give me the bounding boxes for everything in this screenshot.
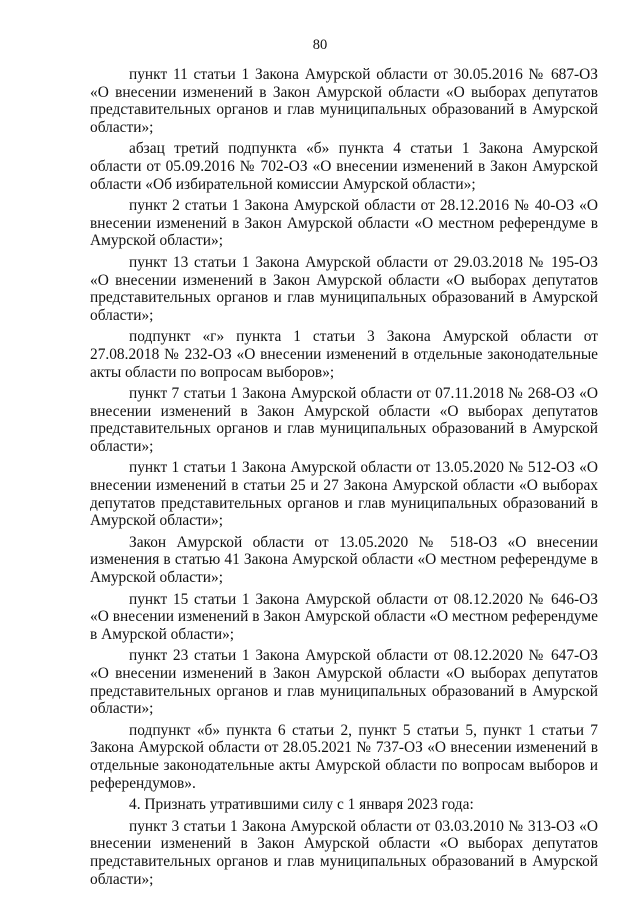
paragraph: пункт 2 статьи 1 Закона Амурской области от 28.12.2016 № 40-ОЗ «О внесении изменений в Закон Амурской области «О местном референдуме в Амурской области»;	[90, 197, 598, 250]
paragraph: пункт 1 статьи 1 Закона Амурской области от 13.05.2020 № 512-ОЗ «О внесении изменений в статьи 25 и 27 Закона Амурской области «О выборах депутатов представительных органов и глав муниципальных образований в Амурской области»;	[90, 459, 598, 530]
section-heading: 4. Признать утратившими силу с 1 января 2023 года:	[129, 796, 474, 814]
paragraph: пункт 7 статьи 1 Закона Амурской области от 07.11.2018 № 268-ОЗ «О внесении изменений в Закон Амурской области «О выборах депутатов представительных органов и глав муниципальных образований в Амурской области»;	[90, 385, 598, 455]
paragraph: пункт 23 статьи 1 Закона Амурской области от 08.12.2020 № 647-ОЗ «О внесении изменений в Закон Амурской области «О выборах депутатов представительных органов и глав муниципальных образований в Амурской области»;	[90, 647, 598, 718]
paragraph: подпункт «г» пункта 1 статьи 3 Закона Амурской области от 27.08.2018 № 232-ОЗ «О внесении изменений в отдельные законодательные акты области по вопросам выборов»;	[90, 328, 598, 381]
paragraph: пункт 3 статьи 1 Закона Амурской области от 03.03.2010 № 313-ОЗ «О внесении изменений в Закон Амурской области «О выборах депутатов представительных органов и глав муниципальных образований в Амурской области»;	[90, 817, 598, 888]
paragraph: Закон Амурской области от 13.05.2020 № 518-ОЗ «О внесении изменения в статью 41 Закона Амурской области «О местном референдуме в Амурской области»;	[90, 533, 598, 587]
paragraph: абзац третий подпункта «б» пункта 4 статьи 1 Закона Амурской области от 05.09.2016 № 702-ОЗ «О внесении изменений в Закон Амурской области «Об избирательной комиссии Амурской области»;	[90, 140, 598, 193]
page-number: 80	[312, 37, 328, 53]
document-body	[90, 66, 598, 892]
paragraph: подпункт «б» пункта 6 статьи 2, пункт 5 статьи 5, пункт 1 статьи 7 Закона Амурской области от 28.05.2021 № 737-ОЗ «О внесении изменений в отдельные законодательные акты Амурской области по вопросам выборов и референдумов».	[90, 721, 598, 792]
paragraph: пункт 13 статьи 1 Закона Амурской области от 29.03.2018 № 195-ОЗ «О внесении изменений в Закон Амурской области «О выборах депутатов представительных органов и глав муниципальных образований в Амурской области»;	[90, 253, 598, 324]
paragraph: пункт 11 статьи 1 Закона Амурской области от 30.05.2016 № 687-ОЗ «О внесении изменений в Закон Амурской области «О выборах депутатов представительных органов и глав муниципальных образований в Амурской области»;	[90, 66, 598, 136]
paragraph: пункт 15 статьи 1 Закона Амурской области от 08.12.2020 № 646-ОЗ «О внесении изменений в Закон Амурской области «О местном референдуме в Амурской области»;	[90, 590, 598, 643]
